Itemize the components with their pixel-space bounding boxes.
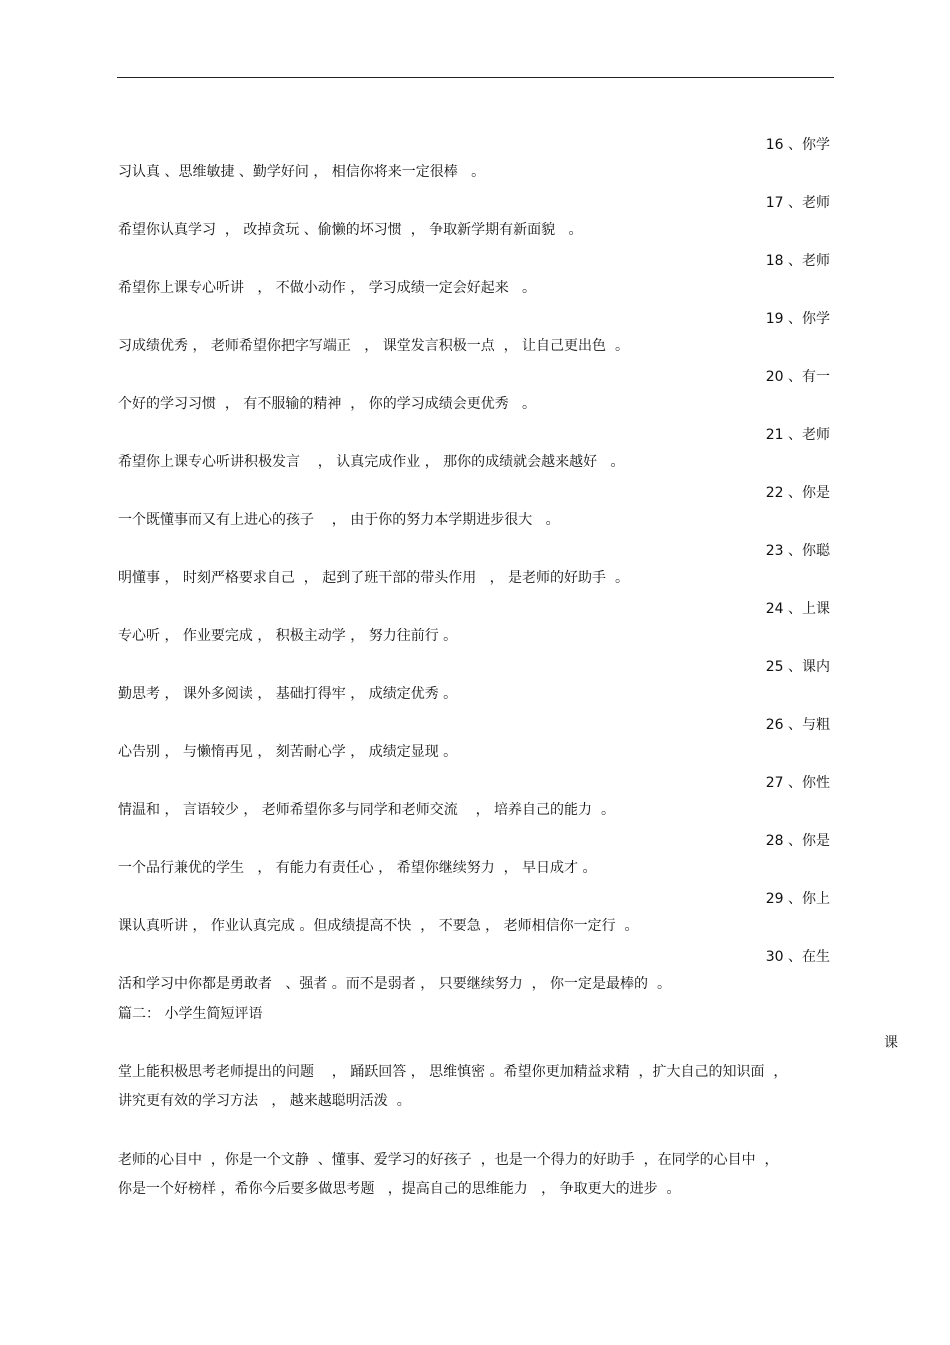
comment-entry-23	[118, 543, 830, 601]
entry-text: 习成绩优秀 ， 老师希望你把字写端正 ， 课堂发言积极一点 ， 让自己更出色 。	[118, 338, 629, 354]
entry-number: 18 、老师	[765, 253, 830, 269]
entry-number: 22 、你是	[765, 485, 830, 501]
paragraph-1-line-1: 堂上能积极思考老师提出的问题 ， 踊跃回答 ， 思维慎密 。希望你更加精益求精 ，扩大自己的知识面 ，	[118, 1064, 788, 1080]
paragraph-2-line-2: 你是一个好榜样 ，希你今后要多做思考题 ，提高自己的思维能力 ， 争取更大的进步 。	[118, 1181, 681, 1197]
entry-number: 20 、有一	[765, 369, 830, 385]
entry-text: 心告别 ， 与懒惰再见 ， 刻苦耐心学 ， 成绩定显现 。	[118, 744, 458, 760]
comment-entry-16	[118, 137, 830, 195]
comment-entry-30	[118, 949, 830, 1007]
entry-number: 28 、你是	[765, 833, 830, 849]
entry-text: 活和学习中你都是勇敢者 、强者 。而不是弱者 ， 只要继续努力 ， 你一定是最棒的 。	[118, 976, 671, 992]
comment-entry-19	[118, 311, 830, 369]
comment-entry-28	[118, 833, 830, 891]
entry-text: 勤思考 ， 课外多阅读 ， 基础打得牢 ， 成绩定优秀 。	[118, 686, 458, 702]
entry-text: 情温和 ， 言语较少 ， 老师希望你多与同学和老师交流 ， 培养自己的能力 。	[118, 802, 615, 818]
entry-number: 25 、课内	[765, 659, 830, 675]
comment-entry-27	[118, 775, 830, 833]
comment-entry-18	[118, 253, 830, 311]
comment-entry-25	[118, 659, 830, 717]
comment-entry-29	[118, 891, 830, 949]
entry-text: 一个既懂事而又有上进心的孩子 ， 由于你的努力本学期进步很大 。	[118, 512, 560, 528]
comment-entry-24	[118, 601, 830, 659]
comment-entry-21	[118, 427, 830, 485]
entry-number: 21 、老师	[765, 427, 830, 443]
comment-entry-26	[118, 717, 830, 775]
paragraph-1-line-2: 讲究更有效的学习方法 ， 越来越聪明活泼 。	[118, 1093, 411, 1109]
comment-entry-17	[118, 195, 830, 253]
entry-text: 课认真听讲 ， 作业认真完成 。但成绩提高不快 ， 不要急 ， 老师相信你一定行 。	[118, 918, 639, 934]
paragraph-2-line-1: 老师的心目中 ，你是一个文静 、懂事、爱学习的好孩子 ，也是一个得力的好助手 ，在同学的心目中 ，	[118, 1152, 779, 1168]
comment-entry-22	[118, 485, 830, 543]
entry-text: 习认真 、思维敏捷 、勤学好问 ， 相信你将来一定很棒 。	[118, 164, 486, 180]
entry-text: 明懂事 ， 时刻严格要求自己 ， 起到了班干部的带头作用 ， 是老师的好助手 。	[118, 570, 629, 586]
entry-number: 24 、上课	[765, 601, 830, 617]
paragraph-lead-char: 课	[884, 1035, 898, 1051]
entry-number: 17 、老师	[765, 195, 830, 211]
entry-number: 27 、你性	[765, 775, 830, 791]
entry-text: 希望你上课专心听讲积极发言 ， 认真完成作业 ， 那你的成绩就会越来越好 。	[118, 454, 625, 470]
comment-entry-20	[118, 369, 830, 427]
entry-number: 29 、你上	[765, 891, 830, 907]
entry-number: 16 、你学	[765, 137, 830, 153]
entry-number: 19 、你学	[765, 311, 830, 327]
entry-text: 个好的学习习惯 ， 有不服输的精神 ， 你的学习成绩会更优秀 。	[118, 396, 537, 412]
entry-number: 23 、你聪	[765, 543, 830, 559]
section-heading: 篇二： 小学生简短评语	[118, 1006, 263, 1022]
entry-text: 一个品行兼优的学生 ， 有能力有责任心 ， 希望你继续努力 ， 早日成才 。	[118, 860, 597, 876]
entry-text: 希望你上课专心听讲 ， 不做小动作 ， 学习成绩一定会好起来 。	[118, 280, 537, 296]
entry-number: 30 、在生	[765, 949, 830, 965]
entry-number: 26 、与粗	[765, 717, 830, 733]
entry-text: 专心听 ， 作业要完成 ， 积极主动学 ， 努力往前行 。	[118, 628, 458, 644]
entry-text: 希望你认真学习 ， 改掉贪玩 、偷懒的坏习惯 ， 争取新学期有新面貌 。	[118, 222, 583, 238]
